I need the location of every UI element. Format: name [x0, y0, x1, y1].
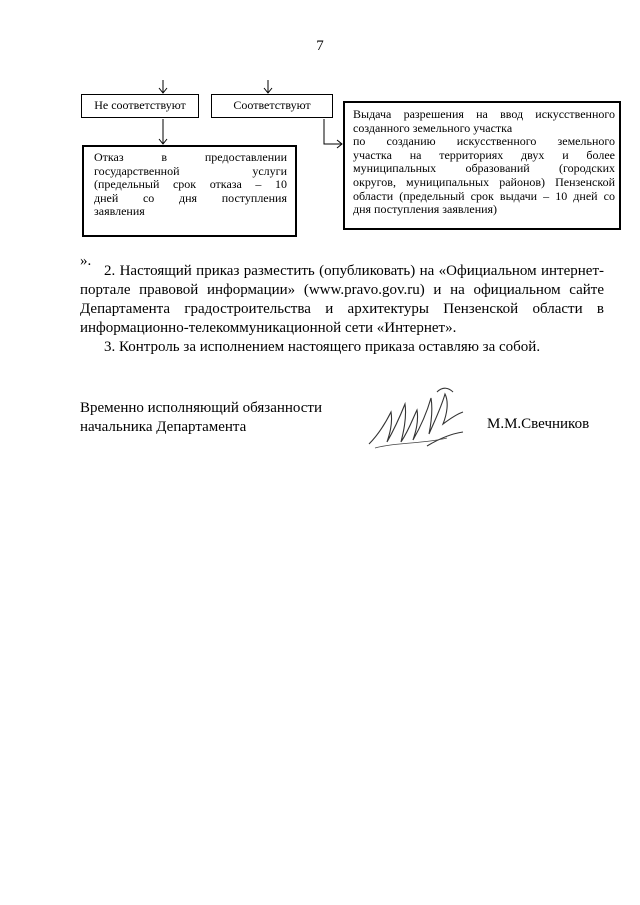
not-match-label: Не соответствуют	[94, 98, 186, 113]
signatory-name: М.М.Свечников	[487, 416, 590, 432]
issue-line: созданного земельного участка	[353, 120, 513, 135]
refusal-line: Отказ в предоставлении	[94, 150, 287, 164]
issue-line: округов, муниципальных районов) Пензенской	[353, 174, 615, 189]
closing-quote: ».	[80, 253, 92, 269]
issue-line: Выдача разрешения на ввод искусственного	[353, 107, 615, 121]
position-line-1: Временно исполняющий обязанности	[80, 400, 323, 416]
page-number: 7	[316, 38, 324, 54]
position-line-2: начальника Департамента	[80, 419, 247, 435]
issue-line: дня поступления заявления)	[353, 202, 498, 217]
refusal-line: заявления	[94, 204, 145, 219]
match-label: Соответствуют	[233, 98, 311, 113]
refusal-line: (предельный срок отказа – 10	[94, 177, 287, 192]
not-match-box	[81, 94, 199, 118]
paragraph-3: 3. Контроль за исполнением настоящего приказа оставляю за собой.	[104, 339, 541, 355]
handwritten-signature	[367, 384, 477, 454]
issue-line: участка на территориях двух и более	[353, 147, 615, 162]
refusal-line: дней со дня поступления	[94, 190, 287, 205]
body-text	[80, 262, 604, 357]
issue-line: муниципальных образований (городских	[353, 161, 615, 176]
issue-box	[343, 101, 621, 230]
signatory-position	[80, 399, 322, 437]
issue-line: области (предельный срок выдачи – 10 дней со	[353, 188, 615, 203]
refusal-box	[82, 145, 297, 237]
paragraph-2: 2. Настоящий приказ разместить (опубликовать) на «Официальном интернет-портале правовой информации» (www.pravo.gov.ru) и на официальном сайте Департамента градостроительства и архитектуры Пензенской области в информационно-телекоммуникационной сети «Интернет».	[80, 263, 604, 336]
refusal-line: государственной услуги	[94, 163, 287, 178]
match-box	[211, 94, 333, 118]
issue-line: по созданию искусственного земельного	[353, 134, 615, 149]
